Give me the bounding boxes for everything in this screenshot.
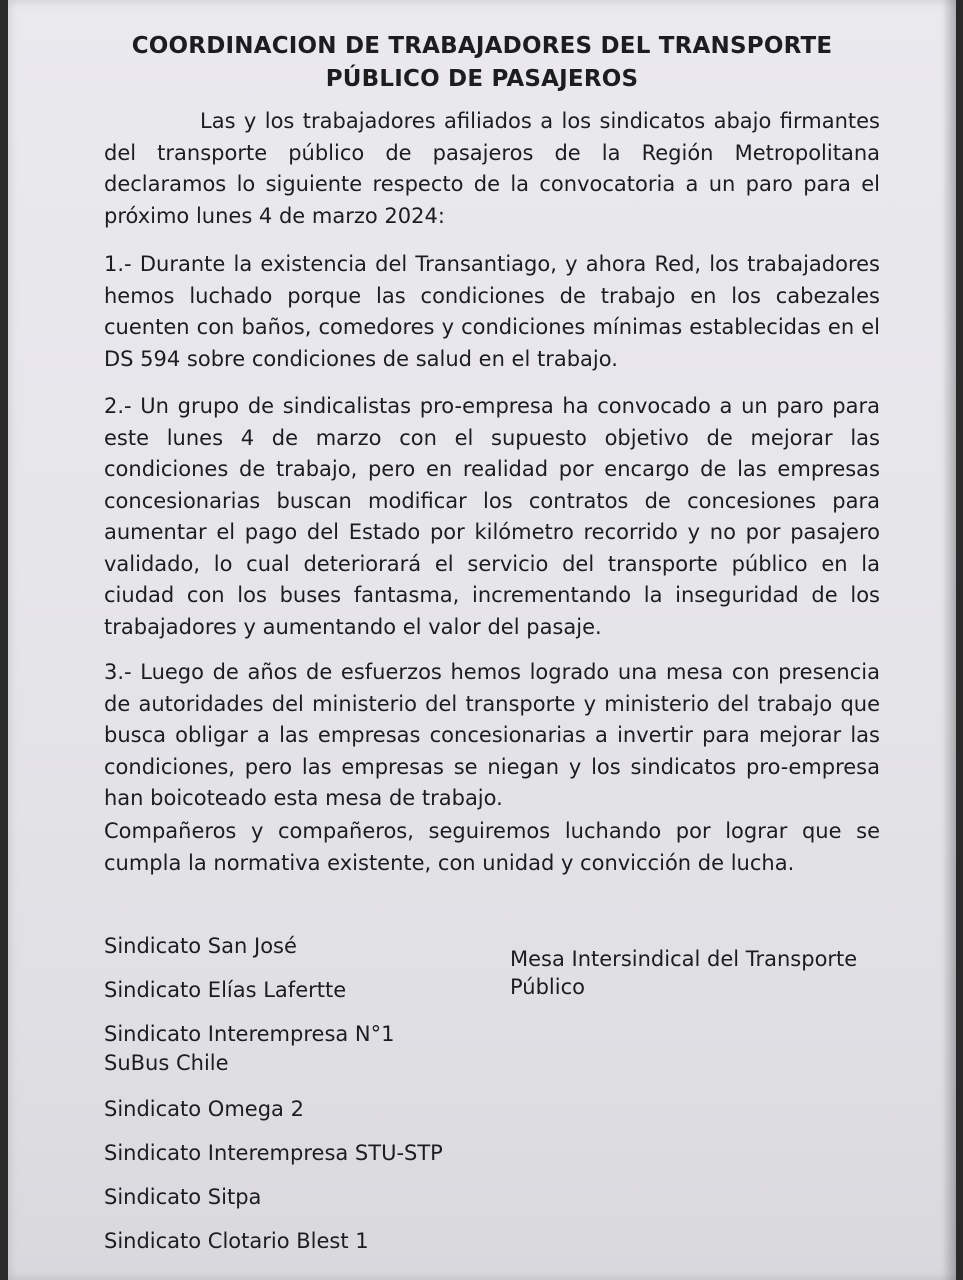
intro-paragraph: Las y los trabajadores afiliados a los sindicatos abajo firmantes del transporte público de pasajeros de la Región Metropolitana declaramos lo siguiente respecto de la convocatoria a un paro para el próximo lunes 4 de marzo 2024: [104, 109, 880, 228]
signatory-line: SuBus Chile [104, 1051, 229, 1075]
document-page [8, 0, 956, 1280]
signatory-item: Sindicato Omega 2 [104, 1097, 304, 1121]
point-2-paragraph: 2.- Un grupo de sindicalistas pro-empresa ha convocado a un paro para este lunes 4 de marzo con el supuesto objetivo de mejorar las condiciones de trabajo, pero en realidad por encargo de las empresas concesionarias buscan modificar los contratos de concesiones para aumentar el pago del Estado por kilómetro recorrido y no por pasajero validado, lo cual deteriorará el servicio del transporte público en la ciudad con los buses fantasma, incrementando la inseguridad de los trabajadores y aumentando el valor del pasaje. [104, 394, 880, 639]
title-line-1: COORDINACION DE TRABAJADORES DEL TRANSPORTE [131, 33, 833, 59]
signatory-item: Sindicato Interempresa STU-STP [104, 1141, 443, 1165]
signatory-line: Sindicato Interempresa N°1 [104, 1022, 395, 1046]
mesa-intersindical [510, 945, 890, 1001]
page-edge-shadow [942, 0, 956, 1280]
mesa-line-1: Mesa Intersindical del Transporte [510, 947, 858, 971]
point-3-paragraph: 3.- Luego de años de esfuerzos hemos logrado una mesa con presencia de autoridades del ministerio del transporte y ministerio del trabajo que busca obligar a las empresas concesionarias a invertir para mejorar las condiciones, pero las empresas se niegan y los sindicatos pro-empresa han boicoteado esta mesa de trabajo. [104, 660, 880, 810]
closing-paragraph: Compañeros y compañeros, seguiremos luchando por lograr que se cumpla la normativa existente, con unidad y convicción de lucha. [104, 819, 880, 875]
signatory-item: Sindicato Clotario Blest 1 [104, 1229, 369, 1253]
document-title [8, 30, 956, 96]
title-line-2: PÚBLICO DE PASAJEROS [325, 66, 639, 92]
point-1-paragraph: 1.- Durante la existencia del Transantiago, y ahora Red, los trabajadores hemos luchado porque las condiciones de trabajo en los cabezales cuenten con baños, comedores y condiciones mínimas establecidas en el DS 594 sobre condiciones de salud en el trabajo. [104, 252, 880, 371]
signatory-item: Sindicato Elías Lafertte [104, 978, 347, 1002]
signatory-item: Sindicato Sitpa [104, 1185, 262, 1209]
signatories-list [104, 932, 524, 1271]
signatory-item: Sindicato San José [104, 934, 297, 958]
mesa-line-2: Público [510, 975, 585, 999]
signatory-item [104, 1020, 524, 1078]
